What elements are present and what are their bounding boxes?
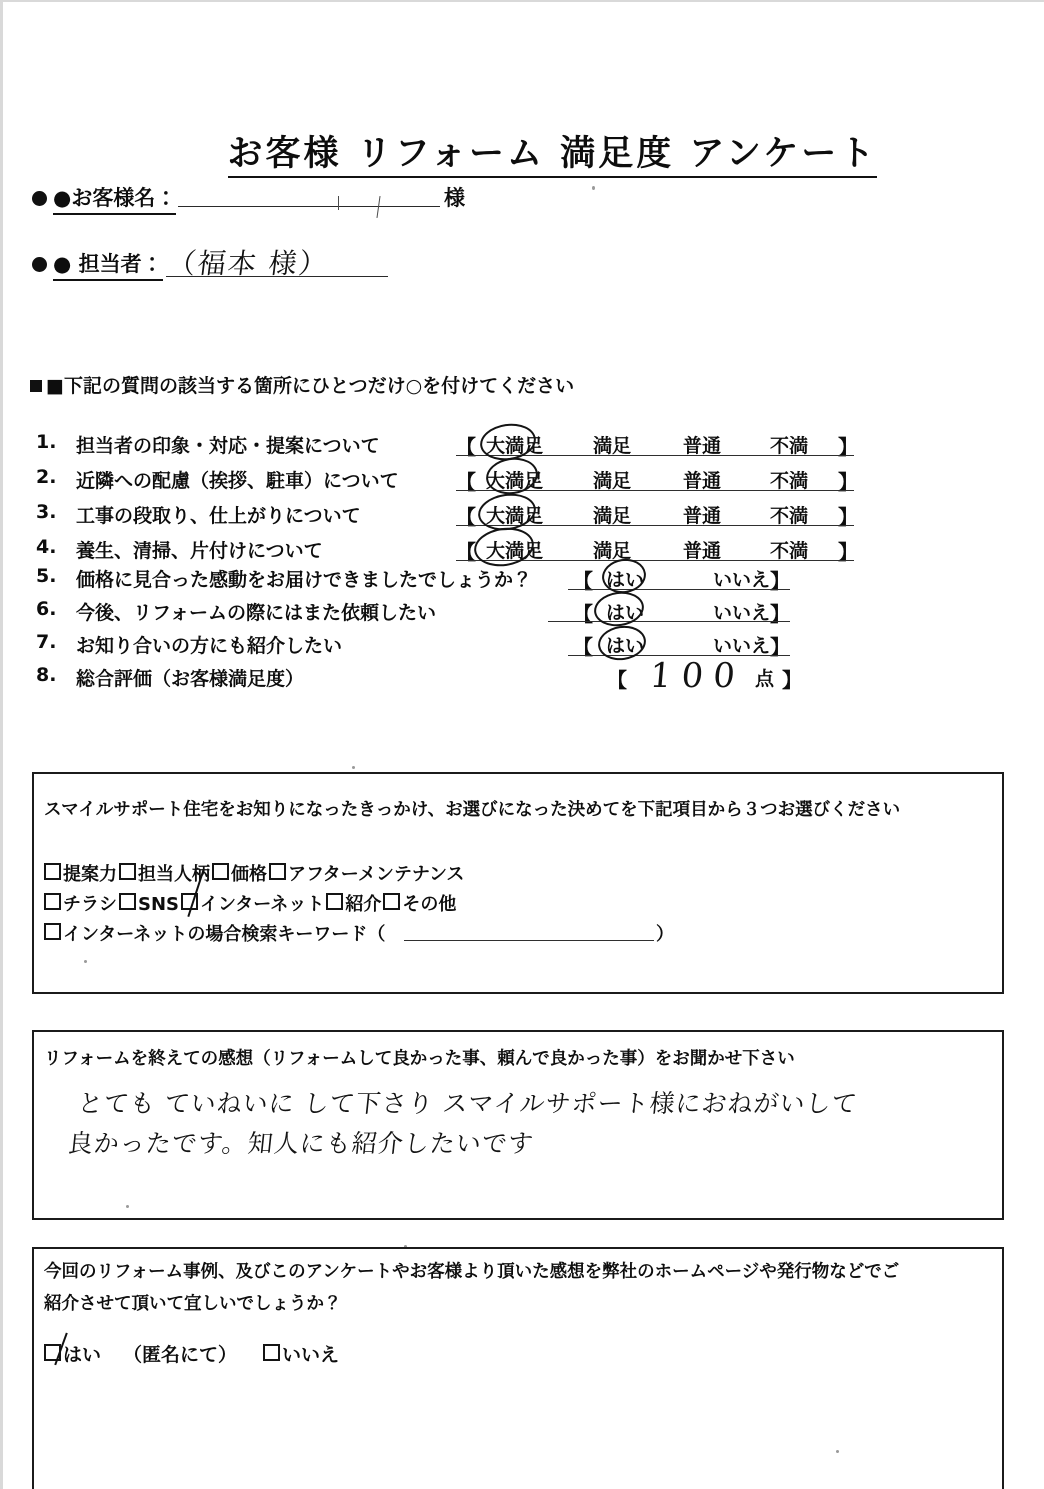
permission-option-label[interactable]: はい — [63, 1344, 102, 1366]
scan-edge-top — [0, 0, 1044, 2]
permission-options-row — [44, 1340, 339, 1367]
bracket-open: 【 — [607, 668, 627, 692]
customer-name-label: ●お客様名： — [53, 182, 176, 215]
question-text: 担当者の印象・対応・提案について — [76, 435, 380, 457]
scan-speck — [352, 766, 355, 769]
option-manzoku[interactable]: 満足 — [593, 505, 632, 527]
customer-name-input[interactable] — [178, 206, 440, 207]
option-daimanzoku[interactable]: 大満足 — [486, 470, 544, 492]
question-number: 8. — [36, 664, 57, 686]
question-text: 近隣への配慮（挨拶、駐車）について — [76, 470, 399, 492]
option-iie[interactable]: いいえ — [713, 569, 771, 591]
bracket-open: 【 — [573, 635, 593, 659]
bracket-close: 】 — [770, 569, 790, 593]
option-daimanzoku[interactable]: 大満足 — [486, 505, 544, 527]
checkbox-keyword[interactable] — [44, 923, 61, 940]
bracket-close: 】 — [838, 505, 858, 529]
bracket-open: 【 — [573, 569, 593, 593]
bracket-open: 【 — [456, 470, 476, 494]
keyword-paren-open: （ — [367, 924, 386, 945]
checkbox-iie[interactable] — [263, 1344, 280, 1361]
question-number: 7. — [36, 631, 57, 653]
score-unit: 点 — [755, 668, 775, 690]
option-fuman[interactable]: 不満 — [770, 435, 809, 457]
bullet-icon — [32, 191, 47, 206]
question-text: 総合評価（お客様満足度） — [76, 668, 305, 690]
question-text: 今後、リフォームの際にはまた依頼したい — [76, 602, 437, 624]
scan-edge-left — [0, 0, 3, 1489]
option-futsuu[interactable]: 普通 — [683, 505, 722, 527]
option-fuman[interactable]: 不満 — [770, 505, 809, 527]
staff-name-handwritten: （福本 様） — [165, 247, 331, 280]
option-iie[interactable]: いいえ — [713, 602, 771, 624]
question-text: 価格に見合った感動をお届けできましたでしょうか？ — [76, 569, 533, 591]
option-futsuu[interactable]: 普通 — [683, 540, 722, 562]
page-title-text: お客様 リフォーム 満足度 アンケート — [228, 134, 878, 178]
checkbox-shoukai[interactable] — [326, 893, 343, 910]
permission-section-title-line2: 紹介させて頂いて宜しいでしょうか？ — [44, 1294, 342, 1314]
source-option-label[interactable]: 提案力 — [63, 864, 117, 885]
option-manzoku[interactable]: 満足 — [593, 470, 632, 492]
permission-option-label[interactable]: いいえ — [282, 1344, 340, 1366]
question-number: 6. — [36, 598, 57, 620]
option-daimanzoku[interactable]: 大満足 — [486, 540, 544, 562]
question-number: 5. — [36, 565, 57, 587]
bracket-close: 】 — [770, 635, 790, 659]
permission-section-title-line1: 今回のリフォーム事例、及びこのアンケートやお客様より頂いた感想を弊社のホームページや発行物などでご — [44, 1262, 900, 1282]
source-options-row-1 — [44, 860, 464, 886]
option-hai[interactable]: はい — [606, 569, 645, 591]
answer-underline — [568, 589, 790, 590]
checkbox-kakaku[interactable] — [212, 863, 229, 880]
question-row — [36, 631, 996, 663]
question-number: 1. — [36, 431, 57, 453]
question-number: 4. — [36, 536, 57, 558]
source-option-label[interactable]: 担当人柄 — [138, 864, 210, 885]
checkbox-tantoninngara[interactable] — [119, 863, 136, 880]
question-row — [36, 598, 996, 630]
bracket-close: 】 — [782, 668, 802, 692]
option-fuman[interactable]: 不満 — [770, 540, 809, 562]
source-option-label[interactable]: SNS — [138, 894, 179, 915]
permission-anonymous-note: （匿名にて） — [123, 1344, 238, 1366]
staff-row — [32, 248, 163, 281]
bracket-close: 】 — [838, 470, 858, 494]
impression-answer-line: 良かったです。知人にも紹介したいです — [66, 1129, 536, 1158]
checkbox-teiansuryoku[interactable] — [44, 863, 61, 880]
bracket-close: 】 — [770, 602, 790, 626]
bracket-close: 】 — [838, 540, 858, 564]
option-manzoku[interactable]: 満足 — [593, 540, 632, 562]
question-text: 工事の段取り、仕上がりについて — [76, 505, 361, 527]
checkbox-chirashi[interactable] — [44, 893, 61, 910]
instruction-text: ■下記の質問の該当する箇所にひとつだけ○を付けてください — [46, 375, 575, 397]
checkbox-after-maintenance[interactable] — [269, 863, 286, 880]
customer-name-row — [32, 182, 176, 215]
question-text: お知り合いの方にも紹介したい — [76, 635, 343, 657]
option-daimanzoku[interactable]: 大満足 — [486, 435, 544, 457]
permission-section-box — [32, 1247, 1004, 1489]
bracket-open: 【 — [456, 540, 476, 564]
name-line-tick — [338, 196, 339, 210]
answer-underline — [548, 621, 790, 622]
impression-section-title: リフォームを終えての感想（リフォームして良かった事、頼んで良かった事）をお聞かせ下さい — [44, 1049, 795, 1069]
bracket-open: 【 — [573, 602, 593, 626]
bracket-close: 】 — [838, 435, 858, 459]
score-handwritten-value: 100 — [648, 656, 747, 696]
source-option-label[interactable]: 価格 — [231, 864, 267, 885]
impression-answer-line: とても ていねいに して下さり スマイルサポート様におねがいして — [76, 1089, 860, 1118]
source-section-title: スマイルサポート住宅をお知りになったきっかけ、お選びになった決めてを下記項目から３つお選びください — [44, 800, 901, 820]
source-option-label[interactable]: インターネット — [200, 894, 325, 915]
checkbox-sns[interactable] — [119, 893, 136, 910]
bracket-open: 【 — [456, 505, 476, 529]
question-text: 養生、清掃、片付けについて — [76, 540, 323, 562]
option-iie[interactable]: いいえ — [713, 635, 771, 657]
checkbox-sonota[interactable] — [383, 893, 400, 910]
question-row — [36, 565, 996, 597]
option-hai[interactable]: はい — [606, 635, 645, 657]
source-keyword-input[interactable] — [404, 940, 654, 941]
source-option-label[interactable]: その他 — [402, 894, 457, 915]
option-fuman[interactable]: 不満 — [770, 470, 809, 492]
question-number: 3. — [36, 501, 57, 523]
option-manzoku[interactable]: 満足 — [593, 435, 632, 457]
source-keyword-label: インターネットの場合検索キーワード — [63, 924, 368, 945]
customer-name-suffix: 様 — [444, 186, 465, 210]
keyword-paren-close: ） — [656, 924, 674, 945]
staff-label: ● 担当者： — [53, 248, 163, 281]
bracket-open: 【 — [456, 435, 476, 459]
source-option-label[interactable]: 紹介 — [345, 894, 382, 915]
source-option-label[interactable]: アフターメンテナンス — [288, 864, 465, 885]
bullet-icon — [32, 257, 47, 272]
question-number: 2. — [36, 466, 57, 488]
instruction-line — [30, 371, 574, 398]
question-row — [36, 664, 996, 696]
option-futsuu[interactable]: 普通 — [683, 470, 722, 492]
option-hai[interactable]: はい — [606, 602, 645, 624]
square-bullet-icon — [30, 380, 42, 392]
option-futsuu[interactable]: 普通 — [683, 435, 722, 457]
source-option-label[interactable]: チラシ — [63, 894, 117, 915]
source-keyword-row — [44, 920, 385, 946]
source-options-row-2 — [44, 890, 456, 916]
